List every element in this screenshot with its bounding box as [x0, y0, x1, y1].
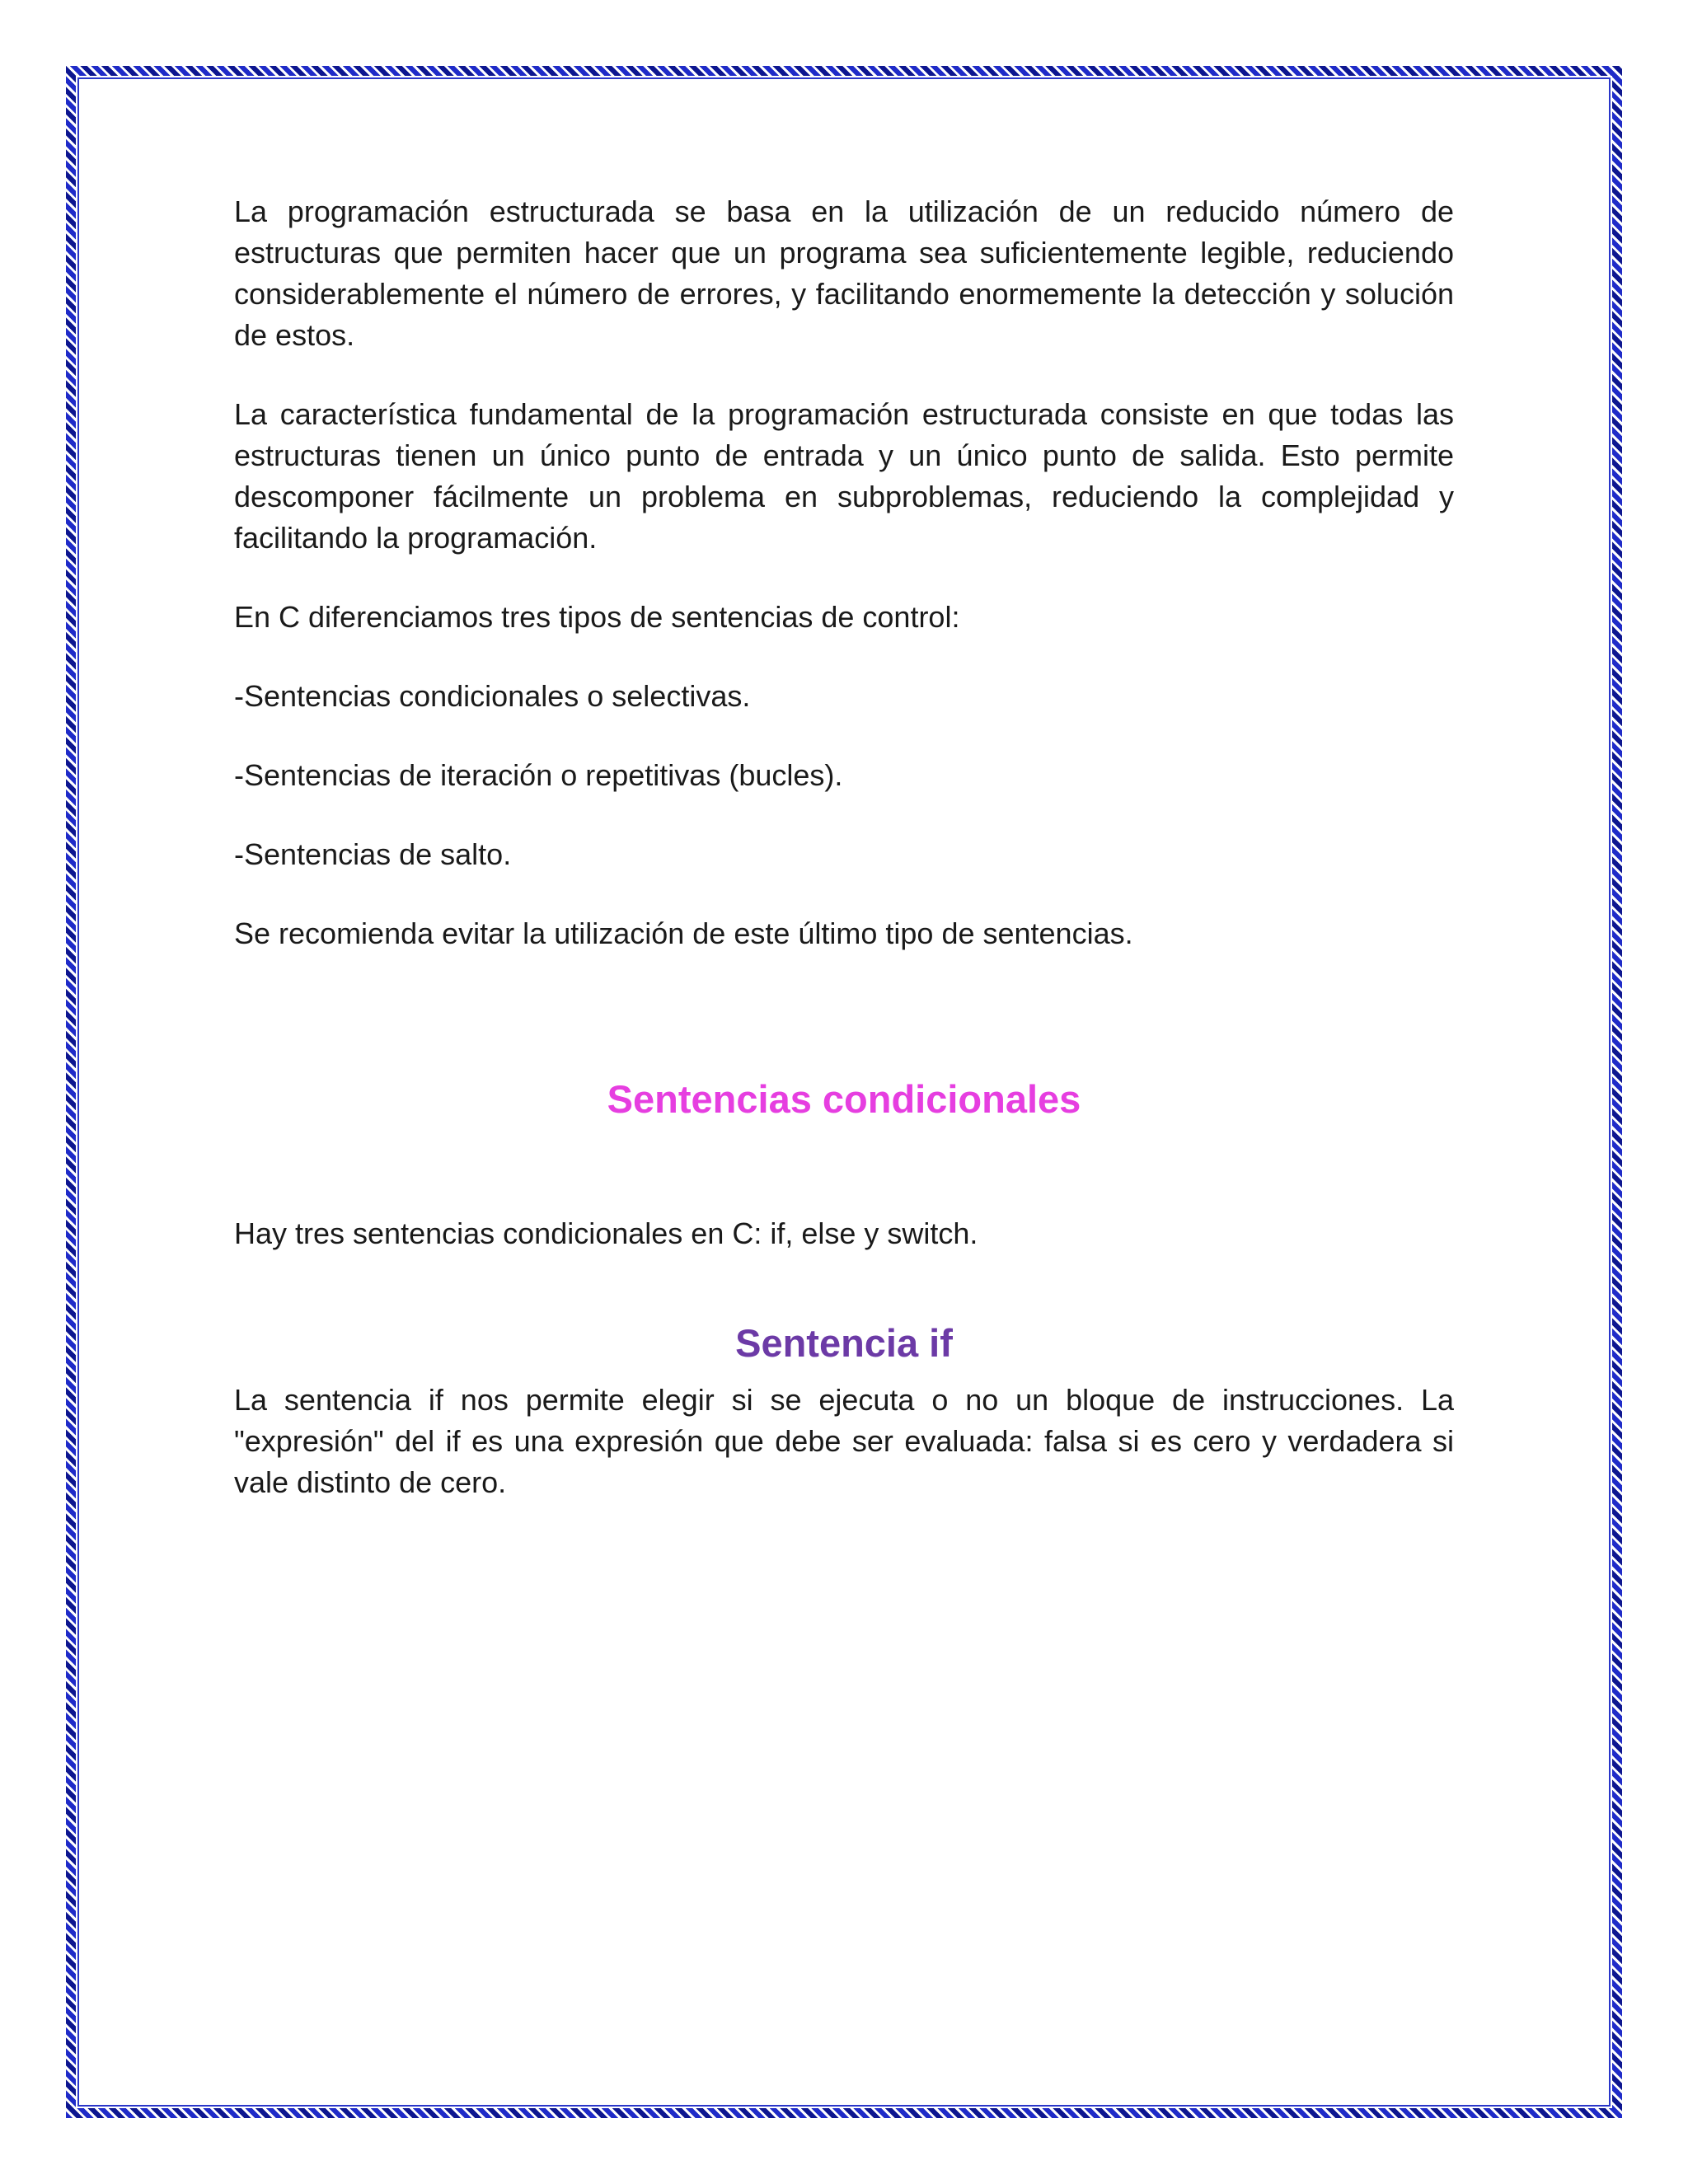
list-item: -Sentencias de iteración o repetitivas (bucles).: [234, 758, 843, 792]
list-item: -Sentencias de salto.: [234, 837, 512, 871]
section-intro: Hay tres sentencias condicionales en C: if, else y switch.: [234, 1216, 978, 1250]
list-item: -Sentencias condicionales o selectivas.: [234, 679, 751, 713]
subsection-title: Sentencia if: [735, 1321, 953, 1365]
paragraph-control-types: En C diferenciamos tres tipos de sentencias de control:: [234, 600, 960, 634]
subsection-text: La sentencia if nos permite elegir si se ejecuta o no un bloque de instrucciones. La "expresión" del if es una expresión que debe ser evaluada: falsa si es cero y verdadera si vale distinto de cero.: [234, 1383, 1454, 1499]
paragraph-intro: La programación estructurada se basa en la utilización de un reducido número de estructuras que permiten hacer que un programa sea suficientemente legible, reduciendo considerablemente el número de errores, y facilitando enormemente la detección y solución de estos.: [234, 194, 1454, 352]
paragraph-characteristic: La característica fundamental de la programación estructurada consiste en que todas las estructuras tienen un único punto de entrada y un único punto de salida. Esto permite descomponer fácilmente un problema en subproblemas, reduciendo la complejidad y facilitando la programación.: [234, 397, 1454, 555]
document-content: [234, 191, 1454, 1503]
paragraph-recommendation: Se recomienda evitar la utilización de este último tipo de sentencias.: [234, 916, 1133, 950]
section-title: Sentencias condicionales: [607, 1077, 1081, 1121]
